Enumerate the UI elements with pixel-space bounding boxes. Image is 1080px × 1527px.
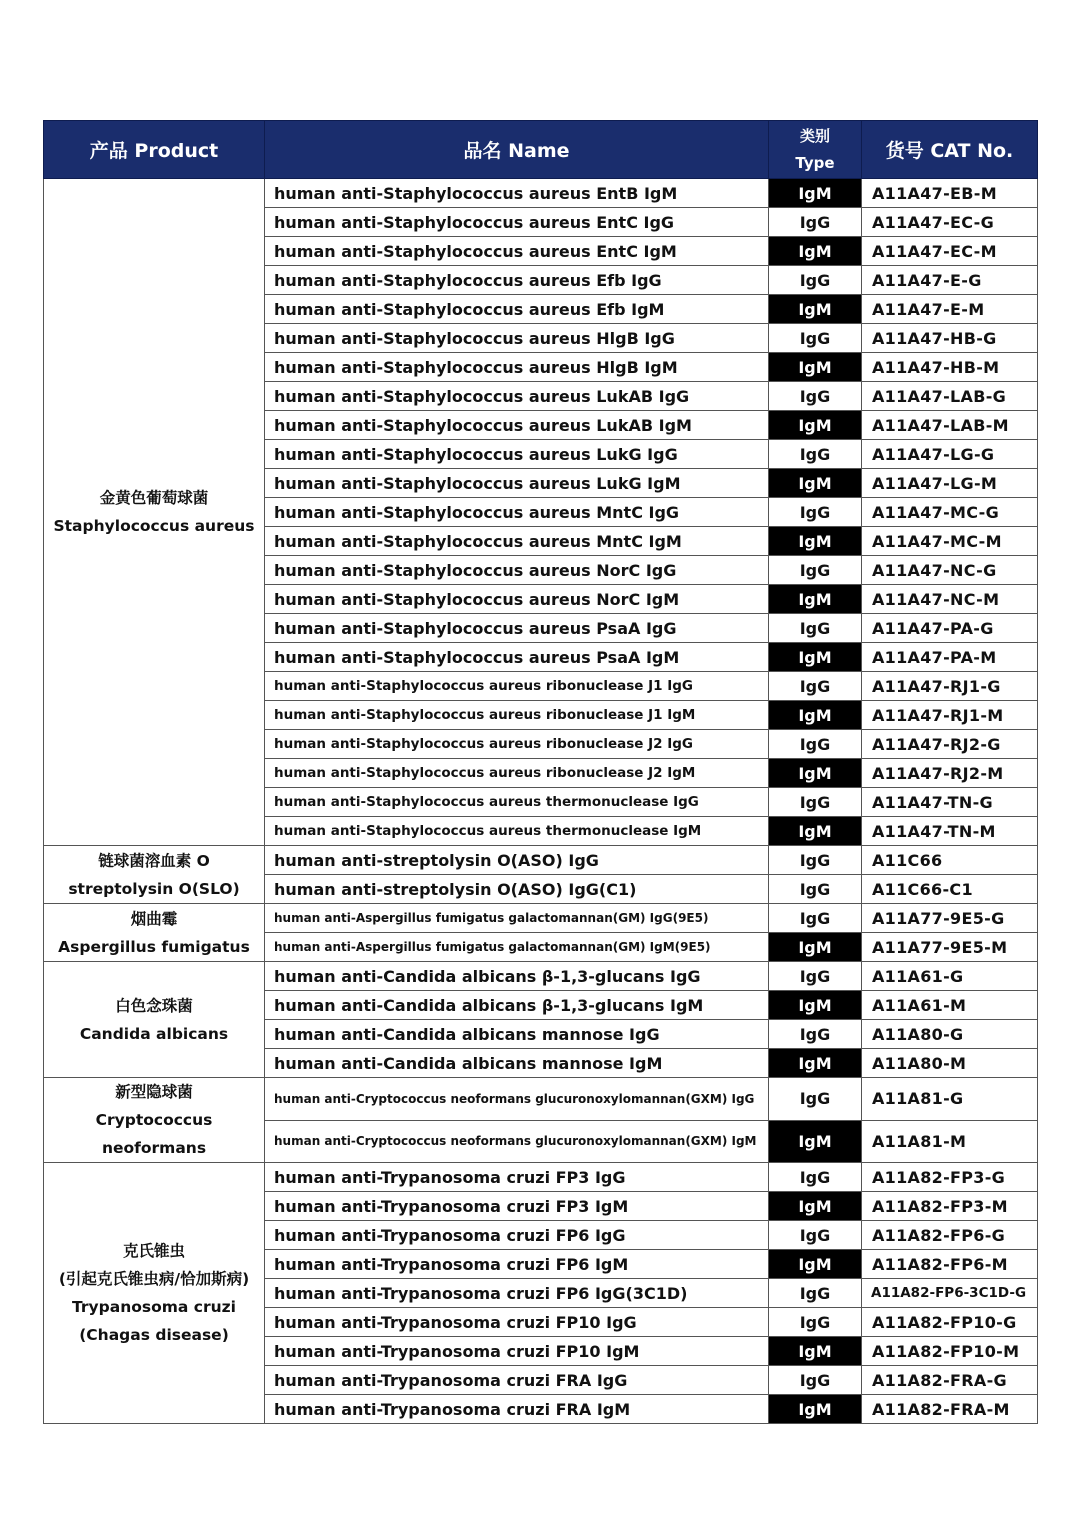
- product-name-cell: human anti-Staphylococcus aureus PsaA IgG: [265, 614, 769, 643]
- cat-number-cell: A11A47-PA-G: [862, 614, 1038, 643]
- product-name-cell: human anti-Staphylococcus aureus LukG IgM: [265, 469, 769, 498]
- product-name-cell: human anti-Staphylococcus aureus EntC IgM: [265, 237, 769, 266]
- product-name-cell: human anti-Trypanosoma cruzi FP6 IgG: [265, 1221, 769, 1250]
- type-cell: IgM: [769, 411, 862, 440]
- product-name-cell: human anti-Staphylococcus aureus NorC IgM: [265, 585, 769, 614]
- type-cell: IgM: [769, 1120, 862, 1163]
- header-name: 品名 Name: [265, 121, 769, 179]
- table-row: [44, 1163, 1038, 1192]
- product-name-cell: human anti-Staphylococcus aureus NorC IgG: [265, 556, 769, 585]
- table-header-row: [44, 121, 1038, 179]
- type-cell: IgG: [769, 614, 862, 643]
- product-group-cell: [44, 904, 265, 962]
- product-group-label: 新型隐球菌: [115, 1083, 193, 1101]
- cat-number-cell: A11A82-FP10-G: [862, 1308, 1038, 1337]
- product-name-cell: human anti-Staphylococcus aureus HlgB IgG: [265, 324, 769, 353]
- type-cell: IgM: [769, 353, 862, 382]
- product-name-cell: human anti-Staphylococcus aureus EntB IgM: [265, 179, 769, 208]
- cat-number-cell: A11A80-G: [862, 1020, 1038, 1049]
- type-cell: IgG: [769, 1078, 862, 1121]
- cat-number-cell: A11A77-9E5-G: [862, 904, 1038, 933]
- product-name-cell: human anti-Staphylococcus aureus EntC IgG: [265, 208, 769, 237]
- cat-number-cell: A11C66: [862, 846, 1038, 875]
- product-group-label: 链球菌溶血素 O: [98, 851, 210, 870]
- product-group-label: 克氏锥虫: [122, 1242, 185, 1260]
- type-cell: IgG: [769, 904, 862, 933]
- type-cell: IgM: [769, 991, 862, 1020]
- type-cell: IgG: [769, 498, 862, 527]
- header-type-cn: 类别: [799, 126, 830, 145]
- type-cell: IgG: [769, 1279, 862, 1308]
- product-group-label: (引起克氏锥虫病/恰加斯病): [58, 1270, 250, 1288]
- product-group-label: Trypanosoma cruzi: [72, 1298, 236, 1316]
- product-name-cell: human anti-Trypanosoma cruzi FRA IgM: [265, 1395, 769, 1424]
- product-name-cell: human anti-Staphylococcus aureus Efb IgG: [265, 266, 769, 295]
- product-name-cell: human anti-Trypanosoma cruzi FRA IgG: [265, 1366, 769, 1395]
- table-row: [44, 1078, 1038, 1121]
- cat-number-cell: A11A47-LG-G: [862, 440, 1038, 469]
- cat-number-cell: A11A82-FP10-M: [862, 1337, 1038, 1366]
- cat-number-cell: A11A47-TN-M: [862, 817, 1038, 846]
- type-cell: IgG: [769, 440, 862, 469]
- product-group-label: 烟曲霉: [130, 909, 178, 928]
- type-cell: IgM: [769, 1337, 862, 1366]
- type-cell: IgM: [769, 817, 862, 846]
- type-cell: IgG: [769, 266, 862, 295]
- product-group-cell: [44, 1078, 265, 1163]
- type-cell: IgM: [769, 585, 862, 614]
- product-name-cell: human anti-Staphylococcus aureus LukAB IgG: [265, 382, 769, 411]
- cat-number-cell: A11A82-FP6-G: [862, 1221, 1038, 1250]
- cat-number-cell: A11A82-FP6-M: [862, 1250, 1038, 1279]
- type-cell: IgG: [769, 382, 862, 411]
- product-name-cell: human anti-Candida albicans β-1,3-glucans IgM: [265, 991, 769, 1020]
- cat-number-cell: A11A47-RJ2-M: [862, 759, 1038, 788]
- type-cell: IgG: [769, 846, 862, 875]
- cat-number-cell: A11A61-G: [862, 962, 1038, 991]
- cat-number-cell: A11A81-M: [862, 1120, 1038, 1163]
- type-cell: IgM: [769, 933, 862, 962]
- product-name-cell: human anti-Candida albicans β-1,3-glucans IgG: [265, 962, 769, 991]
- cat-number-cell: A11A47-LAB-G: [862, 382, 1038, 411]
- type-cell: IgM: [769, 701, 862, 730]
- cat-number-cell: A11A61-M: [862, 991, 1038, 1020]
- type-cell: IgM: [769, 1395, 862, 1424]
- product-name-cell: human anti-Staphylococcus aureus LukAB IgM: [265, 411, 769, 440]
- product-name-cell: human anti-Cryptococcus neoformans glucuronoxylomannan(GXM) IgG: [265, 1078, 769, 1121]
- cat-number-cell: A11A47-MC-M: [862, 527, 1038, 556]
- product-name-cell: human anti-Aspergillus fumigatus galactomannan(GM) IgG(9E5): [265, 904, 769, 933]
- product-name-cell: human anti-Cryptococcus neoformans glucuronoxylomannan(GXM) IgM: [265, 1120, 769, 1163]
- cat-number-cell: A11A47-RJ1-G: [862, 672, 1038, 701]
- header-type-en: Type: [795, 153, 835, 172]
- product-name-cell: human anti-Candida albicans mannose IgG: [265, 1020, 769, 1049]
- product-group-label: 金黄色葡萄球菌: [99, 489, 209, 507]
- product-group-cell: [44, 179, 265, 846]
- product-name-cell: human anti-Trypanosoma cruzi FP10 IgG: [265, 1308, 769, 1337]
- cat-number-cell: A11A82-FRA-M: [862, 1395, 1038, 1424]
- product-name-cell: human anti-streptolysin O(ASO) IgG(C1): [265, 875, 769, 904]
- type-cell: IgM: [769, 1049, 862, 1078]
- product-group-cell: [44, 846, 265, 904]
- cat-number-cell: A11A47-RJ1-M: [862, 701, 1038, 730]
- type-cell: IgG: [769, 1221, 862, 1250]
- type-cell: IgG: [769, 730, 862, 759]
- product-group-label: Candida albicans: [79, 1024, 229, 1043]
- cat-number-cell: A11A47-LG-M: [862, 469, 1038, 498]
- type-cell: IgG: [769, 1308, 862, 1337]
- product-name-cell: human anti-Trypanosoma cruzi FP6 IgG(3C1D): [265, 1279, 769, 1308]
- type-cell: IgG: [769, 672, 862, 701]
- product-name-cell: human anti-Trypanosoma cruzi FP10 IgM: [265, 1337, 769, 1366]
- product-name-cell: human anti-Staphylococcus aureus thermonuclease IgG: [265, 788, 769, 817]
- cat-number-cell: A11A80-M: [862, 1049, 1038, 1078]
- product-name-cell: human anti-Staphylococcus aureus ribonuclease J2 IgM: [265, 759, 769, 788]
- table-body: [44, 179, 1038, 1424]
- header-cat: 货号 CAT No.: [862, 121, 1038, 179]
- table-row: [44, 846, 1038, 875]
- product-group-label: (Chagas disease): [79, 1326, 229, 1344]
- product-name-cell: human anti-Staphylococcus aureus Efb IgM: [265, 295, 769, 324]
- type-cell: IgM: [769, 469, 862, 498]
- product-group-label: 白色念珠菌: [115, 996, 193, 1015]
- type-cell: IgM: [769, 1250, 862, 1279]
- product-name-cell: human anti-Aspergillus fumigatus galactomannan(GM) IgM(9E5): [265, 933, 769, 962]
- type-cell: IgG: [769, 788, 862, 817]
- cat-number-cell: A11A47-RJ2-G: [862, 730, 1038, 759]
- cat-number-cell: A11A47-HB-M: [862, 353, 1038, 382]
- type-cell: IgG: [769, 962, 862, 991]
- product-name-cell: human anti-Staphylococcus aureus thermonuclease IgM: [265, 817, 769, 846]
- product-name-cell: human anti-Staphylococcus aureus LukG IgG: [265, 440, 769, 469]
- cat-number-cell: A11A47-MC-G: [862, 498, 1038, 527]
- cat-number-cell: A11A47-HB-G: [862, 324, 1038, 353]
- product-name-cell: human anti-Staphylococcus aureus HlgB IgM: [265, 353, 769, 382]
- cat-number-cell: A11A47-E-G: [862, 266, 1038, 295]
- type-cell: IgM: [769, 237, 862, 266]
- product-name-cell: human anti-streptolysin O(ASO) IgG: [265, 846, 769, 875]
- type-cell: IgM: [769, 759, 862, 788]
- cat-number-cell: A11C66-C1: [862, 875, 1038, 904]
- product-name-cell: human anti-Candida albicans mannose IgM: [265, 1049, 769, 1078]
- product-group-cell: [44, 962, 265, 1078]
- type-cell: IgM: [769, 295, 862, 324]
- header-type: [769, 121, 862, 179]
- product-name-cell: human anti-Staphylococcus aureus MntC IgM: [265, 527, 769, 556]
- type-cell: IgG: [769, 208, 862, 237]
- table-row: [44, 962, 1038, 991]
- cat-number-cell: A11A82-FRA-G: [862, 1366, 1038, 1395]
- product-group-label: Staphylococcus aureus: [53, 517, 255, 535]
- table-row: [44, 904, 1038, 933]
- product-name-cell: human anti-Trypanosoma cruzi FP3 IgG: [265, 1163, 769, 1192]
- cat-number-cell: A11A82-FP3-G: [862, 1163, 1038, 1192]
- product-group-label: streptolysin O(SLO): [68, 879, 240, 898]
- cat-number-cell: A11A47-EC-G: [862, 208, 1038, 237]
- type-cell: IgM: [769, 1192, 862, 1221]
- product-name-cell: human anti-Trypanosoma cruzi FP6 IgM: [265, 1250, 769, 1279]
- cat-number-cell: A11A47-EC-M: [862, 237, 1038, 266]
- cat-number-cell: A11A82-FP6-3C1D-G: [862, 1279, 1038, 1308]
- cat-number-cell: A11A47-NC-M: [862, 585, 1038, 614]
- product-group-label: Aspergillus fumigatus: [58, 937, 250, 956]
- cat-number-cell: A11A47-EB-M: [862, 179, 1038, 208]
- type-cell: IgM: [769, 643, 862, 672]
- product-group-label: Cryptococcus neoformans: [95, 1111, 213, 1157]
- cat-number-cell: A11A47-E-M: [862, 295, 1038, 324]
- type-cell: IgG: [769, 1163, 862, 1192]
- product-name-cell: human anti-Staphylococcus aureus ribonuclease J2 IgG: [265, 730, 769, 759]
- cat-number-cell: A11A47-NC-G: [862, 556, 1038, 585]
- type-cell: IgG: [769, 556, 862, 585]
- type-cell: IgM: [769, 527, 862, 556]
- type-cell: IgM: [769, 179, 862, 208]
- type-cell: IgG: [769, 1366, 862, 1395]
- cat-number-cell: A11A81-G: [862, 1078, 1038, 1121]
- table-row: [44, 179, 1038, 208]
- product-name-cell: human anti-Staphylococcus aureus ribonuclease J1 IgM: [265, 701, 769, 730]
- cat-number-cell: A11A47-LAB-M: [862, 411, 1038, 440]
- type-cell: IgG: [769, 324, 862, 353]
- product-table: [43, 120, 1038, 1424]
- type-cell: IgG: [769, 1020, 862, 1049]
- cat-number-cell: A11A47-TN-G: [862, 788, 1038, 817]
- cat-number-cell: A11A82-FP3-M: [862, 1192, 1038, 1221]
- product-name-cell: human anti-Staphylococcus aureus MntC IgG: [265, 498, 769, 527]
- product-name-cell: human anti-Staphylococcus aureus PsaA IgM: [265, 643, 769, 672]
- cat-number-cell: A11A47-PA-M: [862, 643, 1038, 672]
- header-product: 产品 Product: [44, 121, 265, 179]
- type-cell: IgG: [769, 875, 862, 904]
- cat-number-cell: A11A77-9E5-M: [862, 933, 1038, 962]
- product-name-cell: human anti-Staphylococcus aureus ribonuclease J1 IgG: [265, 672, 769, 701]
- product-name-cell: human anti-Trypanosoma cruzi FP3 IgM: [265, 1192, 769, 1221]
- product-group-cell: [44, 1163, 265, 1424]
